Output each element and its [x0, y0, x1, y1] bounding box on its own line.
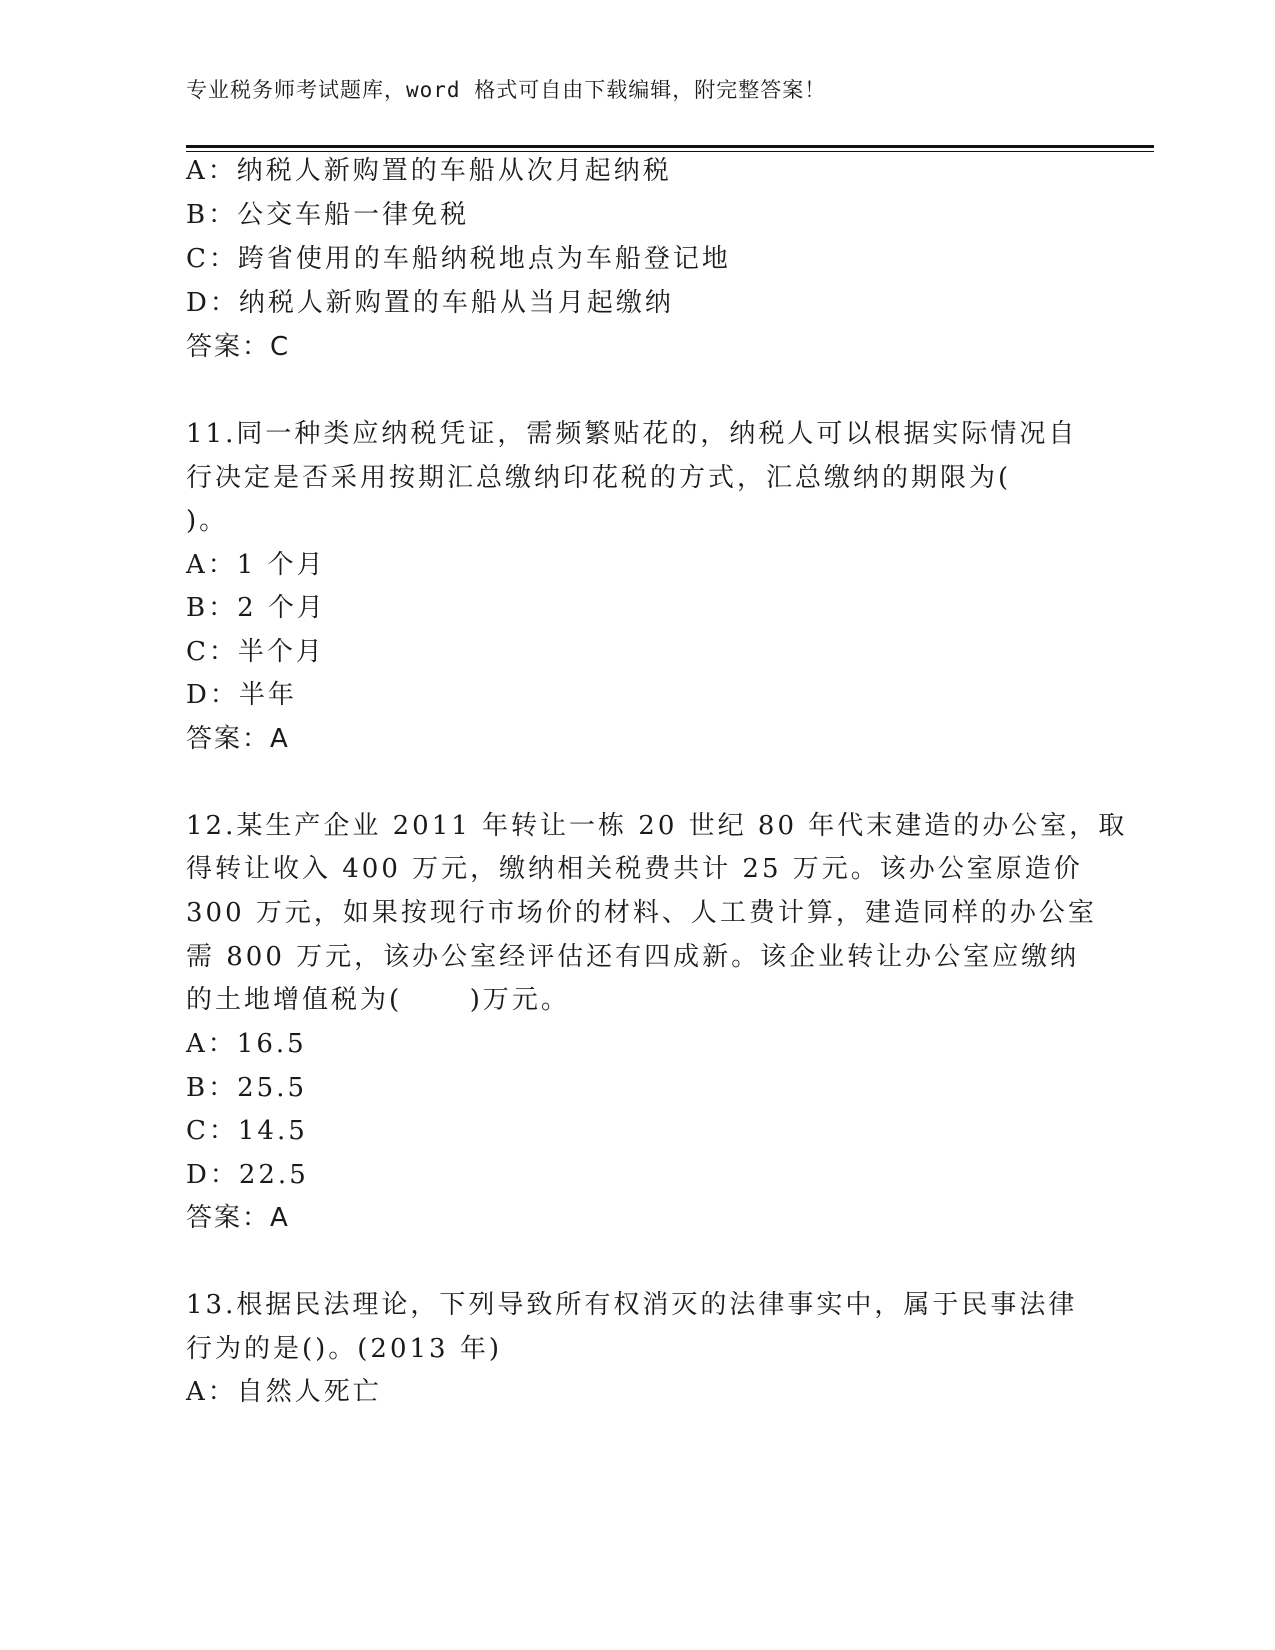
q11-stem-line-2: 行决定是否采用按期汇总缴纳印花税的方式，汇总缴纳的期限为( [186, 463, 1012, 493]
q12-option-c: C：14.5 [186, 1116, 308, 1146]
header-rule-thin [186, 151, 1154, 152]
q13-stem-line-1: 13.根据民法理论，下列导致所有权消灭的法律事实中，属于民事法律 [186, 1290, 1078, 1320]
q10-option-d: D：纳税人新购置的车船从当月起缴纳 [186, 288, 674, 318]
q13-option-a: A：自然人死亡 [186, 1377, 382, 1407]
q12-stem-line-2: 得转让收入 400 万元，缴纳相关税费共计 25 万元。该办公室原造价 [186, 854, 1083, 884]
q12-stem-line-5: 的土地增值税为( )万元。 [186, 985, 570, 1015]
q12-option-d: D：22.5 [186, 1160, 309, 1190]
q11-stem-line-3: )。 [186, 506, 229, 536]
q11-option-b: B：2 个月 [186, 593, 326, 623]
q12-option-b: B：25.5 [186, 1073, 307, 1103]
q12-stem-line-3: 300 万元，如果按现行市场价的材料、人工费计算，建造同样的办公室 [186, 898, 1097, 928]
q11-option-a: A：1 个月 [186, 550, 326, 580]
q13-stem-line-2: 行为的是()。(2013 年) [186, 1334, 503, 1364]
q12-stem-line-1: 12.某生产企业 2011 年转让一栋 20 世纪 80 年代末建造的办公室，取 [186, 811, 1128, 841]
q11-answer: 答案：A [186, 724, 290, 754]
header-rule-thick [186, 145, 1154, 148]
q10-option-b: B：公交车船一律免税 [186, 200, 470, 230]
q10-option-a: A：纳税人新购置的车船从次月起纳税 [186, 156, 672, 186]
q12-stem-line-4: 需 800 万元，该办公室经评估还有四成新。该企业转让办公室应缴纳 [186, 942, 1080, 972]
q11-stem-line-1: 11.同一种类应纳税凭证，需频繁贴花的，纳税人可以根据实际情况自 [186, 419, 1078, 449]
q10-option-c: C：跨省使用的车船纳税地点为车船登记地 [186, 244, 731, 274]
q11-option-d: D：半年 [186, 680, 297, 710]
q10-answer: 答案：C [186, 332, 291, 362]
q12-option-a: A：16.5 [186, 1029, 307, 1059]
q11-option-c: C：半个月 [186, 637, 325, 667]
q12-answer: 答案：A [186, 1203, 290, 1233]
page-header: 专业税务师考试题库，word 格式可自由下载编辑，附完整答案！ [186, 78, 827, 102]
